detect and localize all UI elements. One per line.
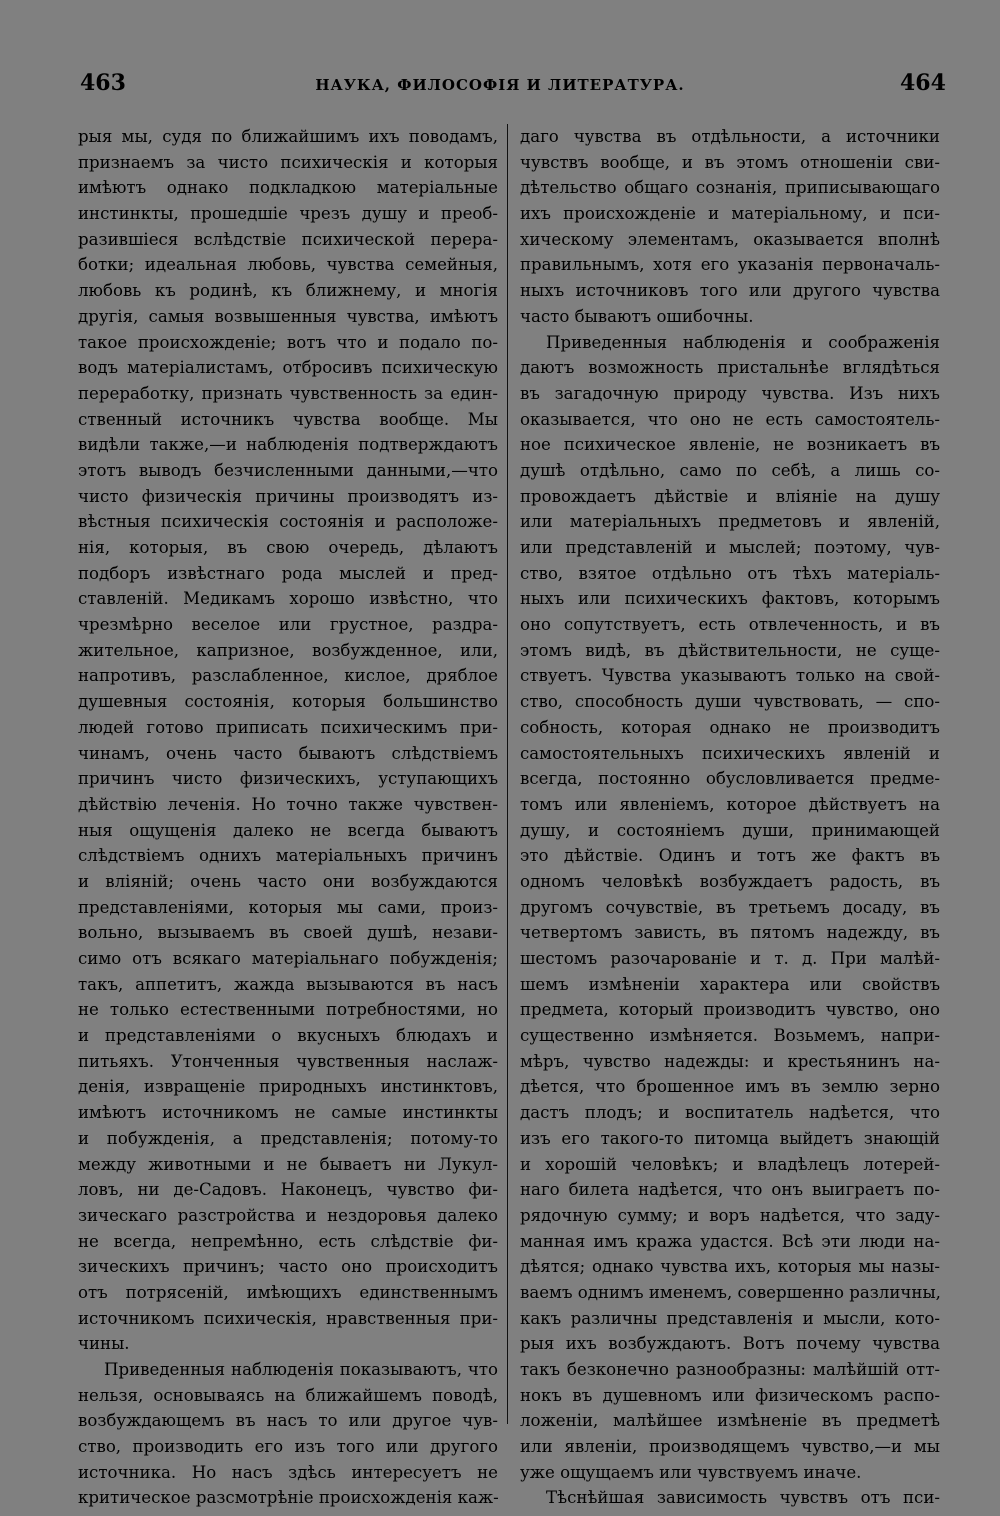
- text-line: ство, способность души чувствовать, — спо-: [520, 692, 940, 712]
- text-line: самостоятельныхъ психическихъ явленій и: [520, 743, 940, 763]
- text-line: дѣтельство общаго сознанія, приписывающаго: [520, 178, 940, 198]
- text-line: причинъ чисто физическихъ, уступающихъ: [78, 769, 498, 789]
- text-line: часто бываютъ ошибочны.: [520, 306, 754, 326]
- text-line: такъ, аппетитъ, жажда вызываются въ насъ: [78, 974, 498, 994]
- text-line: наго билета надѣется, что онъ выиграетъ по-: [520, 1180, 940, 1200]
- text-line: душу, и состояніемъ души, принимающей: [520, 820, 940, 840]
- text-line: четвертомъ зависть, въ пятомъ надежду, въ: [520, 923, 940, 943]
- text-line: мѣръ, чувство надежды: и крестьянинъ на-: [520, 1051, 940, 1071]
- text-line: ственный источникъ чувства вообще. Мы: [78, 409, 498, 429]
- text-line: представленіями, которыя мы сами, произ-: [78, 897, 498, 917]
- text-line: всегда, постоянно обусловливается предме-: [520, 769, 940, 789]
- text-line: признаемъ за чисто психическія и которыя: [78, 152, 498, 172]
- text-line: изъ его такого-то питомца выйдетъ знающій: [520, 1128, 940, 1148]
- text-line: ство, взятое отдѣльно отъ тѣхъ матеріаль-: [520, 563, 940, 583]
- text-line: ство, производить его изъ того или другого: [78, 1437, 498, 1457]
- text-line: или явленіи, производящемъ чувство,—и мы: [520, 1437, 940, 1457]
- text-line: одномъ человѣкѣ возбуждаетъ радость, въ: [520, 871, 940, 891]
- text-line: оно сопутствуетъ, есть отвлеченность, и въ: [520, 615, 940, 635]
- text-line: ваемъ однимъ именемъ, совершенно различны,: [520, 1282, 941, 1302]
- text-line: между животными и не бываетъ ни Лукул-: [78, 1154, 498, 1174]
- text-line: чувствъ вообще, и въ этомъ отношеніи сви-: [520, 152, 940, 172]
- text-line: любовь къ родинѣ, къ ближнему, и многія: [78, 281, 498, 301]
- text-line: душевныя состоянія, которыя большинство: [78, 692, 498, 712]
- text-line: собность, которая однако не производитъ: [520, 717, 940, 737]
- text-line: этомъ видѣ, въ дѣйствительности, не суще-: [520, 640, 940, 660]
- text-line: жительное, капризное, возбужденное, или,: [78, 640, 498, 660]
- text-line: и побужденія, а представленія; потому-то: [78, 1128, 498, 1148]
- text-line: правильнымъ, хотя его указанія первоначаль-: [520, 255, 940, 275]
- text-line: рыя мы, судя по ближайшимъ ихъ поводамъ,: [78, 127, 498, 146]
- text-line: подборъ извѣстнаго рода мыслей и пред-: [78, 563, 498, 583]
- text-line: рыя ихъ возбуждаютъ. Вотъ почему чувства: [520, 1334, 940, 1354]
- text-line: ложеніи, малѣйшее измѣненіе въ предметѣ: [520, 1411, 940, 1431]
- text-line: другія, самыя возвышенныя чувства, имѣютъ: [78, 306, 498, 326]
- text-line: ловъ, ни де-Садовъ. Наконецъ, чувство фи-: [78, 1180, 498, 1200]
- text-line: или представленій и мыслей; поэтому, чув-: [520, 538, 940, 557]
- text-line: дѣется, что брошенное имъ въ землю зерно: [520, 1077, 940, 1097]
- text-line: разившіеся вслѣдствіе психической перера-: [78, 229, 498, 249]
- text-line: питьяхъ. Утонченныя чувственныя наслаж-: [78, 1051, 498, 1071]
- text-line: душѣ отдѣльно, само по себѣ, а лишь со-: [520, 460, 940, 480]
- right-text-column: [520, 124, 940, 1511]
- text-line: критическое разсмотрѣніе происхожденія каж-: [78, 1488, 499, 1508]
- running-title: НАУКА, ФИЛОСОФІЯ И ЛИТЕРАТУРА.: [315, 76, 685, 94]
- text-line: манная имъ кража удастся. Всѣ эти люди на-: [520, 1231, 940, 1251]
- text-line: нельзя, основываясь на ближайшемъ поводѣ,: [78, 1385, 498, 1405]
- text-line: зическаго разстройства и нездоровья далеко: [78, 1205, 498, 1225]
- text-line: и представленіями о вкусныхъ блюдахъ и: [78, 1026, 498, 1046]
- column-divider: [507, 124, 508, 1424]
- text-line: томъ или явленіемъ, которое дѣйствуетъ на: [520, 794, 940, 814]
- text-line: симо отъ всякаго матеріальнаго побужденія;: [78, 949, 498, 968]
- text-line: какъ различны представленія и мысли, кото-: [520, 1308, 940, 1328]
- text-line: отъ потрясеній, имѣющихъ единственнымъ: [78, 1282, 498, 1302]
- text-line: имѣютъ однако подкладкою матеріальные: [78, 178, 498, 198]
- text-line: чрезмѣрно веселое или грустное, раздра-: [78, 615, 498, 635]
- text-line: другомъ сочувствіе, въ третьемъ досаду, въ: [520, 897, 940, 917]
- text-line: не всегда, непремѣнно, есть слѣдствіе фи-: [78, 1231, 498, 1251]
- text-line: и вліяній; очень часто они возбуждаются: [78, 871, 498, 891]
- text-line: шестомъ разочарованіе и т. д. При малѣй-: [520, 949, 940, 968]
- text-line: дастъ плодъ; и воспитатель надѣется, что: [520, 1103, 940, 1123]
- text-line: Приведенныя наблюденія и соображенія: [546, 332, 940, 352]
- text-line: этотъ выводъ безчисленными данными,—что: [78, 460, 498, 480]
- text-line: видѣли также,—и наблюденія подтверждаютъ: [78, 435, 498, 455]
- text-line: дѣйствію леченія. Но точно также чувствен-: [78, 794, 498, 814]
- text-line: ботки; идеальная любовь, чувства семейныя,: [78, 255, 498, 275]
- text-line: чинамъ, очень часто бываютъ слѣдствіемъ: [78, 743, 498, 763]
- text-line: даютъ возможность пристальнѣе вглядѣться: [520, 358, 940, 378]
- text-line: ставленій. Медикамъ хорошо извѣстно, что: [78, 589, 498, 609]
- text-line: чисто физическія причины производятъ из-: [78, 486, 498, 506]
- text-line: денія, извращеніе природныхъ инстинктовъ,: [78, 1077, 498, 1097]
- text-line: хическому элементамъ, оказывается вполнѣ: [520, 229, 940, 249]
- text-line: такъ безконечно разнообразны: малѣйшій отт-: [520, 1360, 940, 1379]
- text-line: инстинкты, прошедшіе чрезъ душу и преоб-: [78, 204, 498, 224]
- text-line: вѣстныя психическія состоянія и расположе-: [78, 512, 498, 532]
- text-line: напротивъ, разслабленное, кислое, дряблое: [78, 666, 498, 686]
- text-line: источникомъ психическія, нравственныя при-: [78, 1308, 498, 1328]
- text-line: слѣдствіемъ однихъ матеріальныхъ причинъ: [78, 846, 498, 866]
- text-line: оказывается, что оно не есть самостоятель-: [520, 409, 940, 429]
- text-line: источника. Но насъ здѣсь интересуетъ не: [78, 1462, 498, 1482]
- page-number-left: 463: [80, 70, 126, 96]
- text-line: водъ матеріалистамъ, отбросивъ психическую: [78, 358, 498, 378]
- text-line: переработку, признать чувственность за един-: [78, 383, 498, 403]
- text-line: провождаетъ дѣйствіе и вліяніе на душу: [520, 486, 940, 506]
- text-line: ныя ощущенія далеко не всегда бываютъ: [78, 820, 498, 840]
- text-line: ныхъ источниковъ того или другого чувства: [520, 281, 940, 301]
- page-number-right: 464: [900, 70, 946, 96]
- text-line: Тѣснѣйшая зависимость чувствъ отъ пси-: [546, 1488, 940, 1508]
- text-line: людей готово приписать психическимъ при-: [78, 717, 498, 737]
- text-line: чины.: [78, 1334, 130, 1354]
- page-header: [0, 70, 1000, 106]
- text-line: нія, которыя, въ свою очередь, дѣлаютъ: [78, 538, 498, 557]
- text-line: или матеріальныхъ предметовъ и явленій,: [520, 512, 940, 532]
- text-line: ныхъ или психическихъ фактовъ, которымъ: [520, 589, 940, 609]
- text-line: и хорошій человѣкъ; и владѣлецъ лотерей-: [520, 1154, 940, 1174]
- text-line: такое происхожденіе; вотъ что и подало по-: [78, 332, 498, 352]
- text-line: не только естественными потребностями, но: [78, 1000, 498, 1020]
- text-line: существенно измѣняется. Возьмемъ, напри-: [520, 1026, 940, 1046]
- text-line: въ загадочную природу чувства. Изъ нихъ: [520, 383, 940, 403]
- text-line: ное психическое явленіе, не возникаетъ въ: [520, 435, 940, 455]
- text-line: возбуждающемъ въ насъ то или другое чув-: [78, 1411, 498, 1431]
- text-line: нокъ въ душевномъ или физическомъ распо-: [520, 1385, 940, 1405]
- left-text-column: [78, 124, 498, 1511]
- text-line: даго чувства въ отдѣльности, а источники: [520, 127, 940, 146]
- text-line: ихъ происхожденіе и матеріальному, и пси-: [520, 204, 940, 224]
- text-line: предмета, который производитъ чувство, оно: [520, 1000, 940, 1020]
- text-line: вольно, вызываемъ въ своей душѣ, незави-: [78, 923, 498, 943]
- text-line: зическихъ причинъ; часто оно происходитъ: [78, 1257, 498, 1277]
- text-line: рядочную сумму; и воръ надѣется, что заду-: [520, 1205, 940, 1225]
- text-line: ствуетъ. Чувства указываютъ только на свой-: [520, 666, 940, 686]
- text-line: это дѣйствіе. Одинъ и тотъ же фактъ въ: [520, 846, 940, 866]
- text-line: Приведенныя наблюденія показываютъ, что: [104, 1360, 498, 1379]
- text-line: имѣютъ источникомъ не самые инстинкты: [78, 1103, 498, 1123]
- text-line: уже ощущаемъ или чувствуемъ иначе.: [520, 1462, 862, 1482]
- text-line: дѣятся; однако чувства ихъ, которыя мы назы-: [520, 1257, 940, 1277]
- text-line: шемъ измѣненіи характера или свойствъ: [520, 974, 940, 994]
